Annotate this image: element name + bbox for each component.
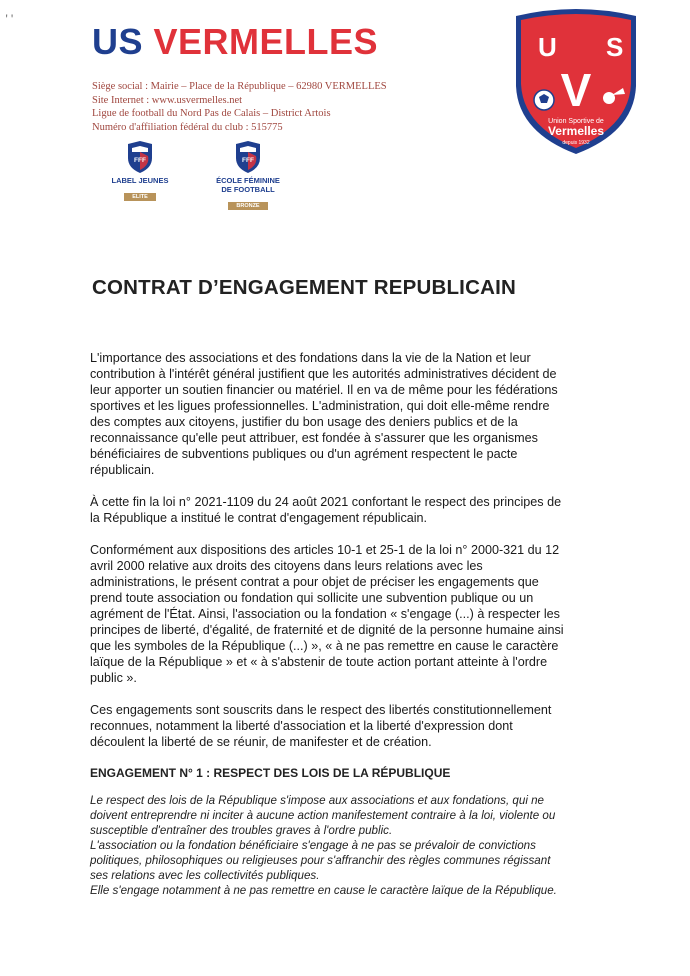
info-league: Ligue de football du Nord Pas de Calais – District Artois (92, 108, 331, 119)
section-paragraph-1: Le respect des lois de la République s'impose aux associations et aux fondations, qui ne doivent entreprendre ni inciter à aucune action manifestement contraire à la loi, violente ou susceptible d'entraîner des troubles graves à l'ordre public. L'association ou la fondation bénéficiaire s'engage à ne pas se prévaloir de convictions politiques, philosophiques ou religieuses pour s'affranchir des règles communes régissant ses relations avec les collectivités publiques. Elle s'engage notamment à ne pas remettre en cause le caractère laïque de la République. (90, 794, 557, 897)
paragraph-engagements: Ces engagements sont souscrits dans le respect des libertés constitutionnellement reconnues, notamment la liberté d'association et la liberté d'expression dont découlent la liberté de se réunir, de manifester et de création. (90, 703, 552, 749)
section-heading: ENGAGEMENT N° 1 : RESPECT DES LOIS DE LA RÉPUBLIQUE (90, 766, 451, 780)
club-logo (508, 8, 644, 158)
logo-letter-u: U (538, 32, 557, 62)
badge-label: ÉCOLE FÉMININE DE FOOTBALL (216, 176, 280, 194)
paragraph-dispositions: Conformément aux dispositions des articles 10-1 et 25-1 de la loi n° 2000-321 du 12 avril 2000 relative aux droits des citoyens dans leurs relations avec les administrations, le présent contrat a pour objet de préciser les engagements que prend toute association ou fondation qui sollicite une subvention publique ou un agrément de l'État. Ainsi, l'association ou la fondation « s'engage (...) à respecter les principes de liberté, d'égalité, de fraternité et de dignité de la personne humaine ainsi que les symboles de la République (...) », « à ne pas remettre en cause le caractère laïque de la République » et « à s'abstenir de toute action portant atteinte à l'ordre public ». (90, 543, 564, 685)
logo-line-2: Vermelles (547, 124, 605, 138)
svg-text:FFF: FFF (242, 157, 254, 164)
club-name (92, 20, 378, 64)
club-info (92, 80, 387, 134)
badge-level: BRONZE (228, 202, 267, 210)
shuttlecock-icon (603, 92, 615, 104)
info-address: Siège social : Mairie – Place de la République – 62980 VERMELLES (92, 81, 387, 92)
info-affiliation: Numéro d'affiliation fédéral du club : 515775 (92, 121, 283, 133)
logo-letter-s: S (606, 32, 624, 62)
ecole-feminine-badge (208, 140, 288, 212)
badge-label: LABEL JEUNES (111, 176, 169, 185)
info-website: Site Internet : www.usvermelles.net (92, 94, 243, 106)
label-jeunes-badge (100, 140, 180, 203)
logo-line-3: depuis 1932 (562, 140, 590, 146)
club-prefix: US (92, 21, 144, 62)
scan-mark: '' (4, 14, 15, 24)
paragraph-intro: L'importance des associations et des fondations dans la vie de la Nation et leur contribution à l'intérêt général justifient que les autorités administratives décident de leur apporter un soutien financier ou matériel. Il en va de même pour les fédérations sportives et les ligues professionnelles. L'administration, qui doit elle-même rendre des comptes aux citoyens, justifier du bon usage des deniers publics et de la reconnaissance qu'elle peut attribuer, est fondée à s'assurer que les organismes bénéficiaires de subventions publiques ou d'un agrément respectent le pacte républicain. (90, 351, 558, 477)
fff-shield-icon (125, 140, 155, 174)
paragraph-law: À cette fin la loi n° 2021-1109 du 24 août 2021 confortant le respect des principes de la République a institué le contrat d'engagement républicain. (90, 495, 562, 525)
document-title: CONTRAT D’ENGAGEMENT REPUBLICAIN (92, 276, 516, 299)
logo-letter-v: V (560, 64, 592, 116)
badge-level: ELITE (124, 193, 156, 201)
club-name-text: VERMELLES (153, 21, 379, 62)
fff-shield-icon (233, 140, 263, 174)
svg-text:FFF: FFF (134, 157, 146, 164)
logo-line-1: Union Sportive de (548, 118, 604, 125)
